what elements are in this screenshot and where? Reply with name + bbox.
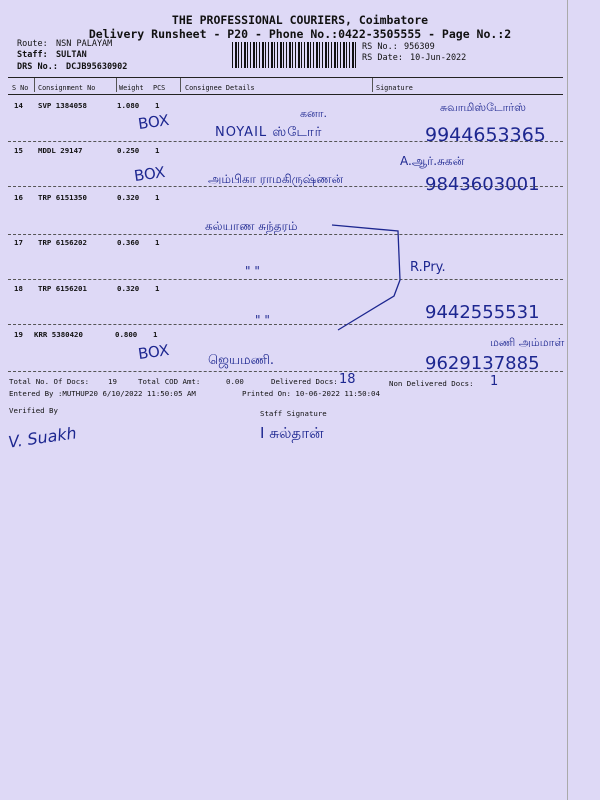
staff-label: Staff: xyxy=(17,50,48,60)
handwritten-signature: R.Pry. xyxy=(410,260,446,275)
staff-signature-label: Staff Signature xyxy=(260,409,327,418)
drs-label: DRS No.: xyxy=(17,62,58,72)
delivered-count: 18 xyxy=(339,372,356,387)
handwritten-phone: 9843603001 xyxy=(425,174,540,195)
total-docs-label: Total No. Of Docs: xyxy=(9,377,90,386)
row-weight: 0.250 xyxy=(117,146,140,155)
row-pcs: 1 xyxy=(155,101,160,110)
row-pcs: 1 xyxy=(155,193,160,202)
rs-date-value: 10-Jun-2022 xyxy=(410,53,467,63)
col-sno: S No xyxy=(12,84,29,92)
non-delivered-docs-label: Non Delivered Docs: xyxy=(389,379,474,388)
row-pcs: 1 xyxy=(153,330,158,339)
row-weight: 0.800 xyxy=(115,330,138,339)
column-divider xyxy=(372,78,373,92)
row-weight: 0.360 xyxy=(117,238,140,247)
row-weight: 0.320 xyxy=(117,193,140,202)
staff-value: SULTAN xyxy=(56,50,87,60)
total-cod-label: Total COD Amt: xyxy=(138,377,201,386)
route-label: Route: xyxy=(17,39,48,49)
col-pcs: PCS xyxy=(153,84,166,92)
handwritten-signature: A.ஆர்.சுகன் xyxy=(400,154,465,168)
handwritten-consignee: அம்பிகா ராமகிருஷ்ணன் xyxy=(208,172,344,186)
header-rule-top xyxy=(8,77,563,78)
column-divider xyxy=(116,78,117,92)
row-pcs: 1 xyxy=(155,238,160,247)
col-signature: Signature xyxy=(376,84,413,92)
handwritten-ditto: " " xyxy=(245,264,260,278)
handwritten-consignee: கல்யாண சுந்தரம் xyxy=(205,219,298,233)
row-divider xyxy=(8,279,563,280)
row-divider xyxy=(8,324,563,325)
handwritten-signature: சுவாமிஸ்டோர்ஸ் xyxy=(440,101,526,114)
row-consignment: TRP 6151350 xyxy=(38,193,87,202)
handwritten-phone: 9944653365 xyxy=(425,124,546,146)
handwritten-box-note: BOX xyxy=(136,110,171,134)
rs-no-value: 956309 xyxy=(404,42,435,52)
row-sno: 14 xyxy=(14,101,23,110)
verified-signature: V. Suakh xyxy=(7,423,78,452)
printed-on: Printed On: 10-06-2022 11:50:04 xyxy=(242,389,380,398)
entered-by: Entered By :MUTHUP20 6/10/2022 11:50:05 AM xyxy=(9,389,196,398)
row-weight: 0.320 xyxy=(117,284,140,293)
staff-handwritten-signature: I சுல்தான் xyxy=(260,424,324,442)
col-consignment: Consignment No xyxy=(38,84,96,92)
col-weight: Weight xyxy=(119,84,144,92)
row-consignment: TRP 6156201 xyxy=(38,284,87,293)
page-edge xyxy=(567,0,568,800)
handwritten-consignee: ஜெயமணி. xyxy=(208,353,275,368)
row-sno: 16 xyxy=(14,193,23,202)
runsheet-subtitle: Delivery Runsheet - P20 - Phone No.:0422-3505555 - Page No.:2 xyxy=(88,27,512,41)
row-sno: 19 xyxy=(14,330,23,339)
row-pcs: 1 xyxy=(155,284,160,293)
delivered-docs-label: Delivered Docs: xyxy=(271,377,338,386)
rs-date-label: RS Date: xyxy=(362,53,403,63)
company-title: THE PROFESSIONAL COURIERS, Coimbatore xyxy=(171,13,429,27)
handwritten-box-note: BOX xyxy=(132,162,167,186)
barcode xyxy=(232,42,357,68)
row-consignment: KRR 5380420 xyxy=(34,330,83,339)
row-weight: 1.080 xyxy=(117,101,140,110)
row-pcs: 1 xyxy=(155,146,160,155)
handwritten-note: கனா. xyxy=(300,107,327,120)
handwritten-signature: மணி அம்மாள் xyxy=(490,336,565,349)
handwritten-bracket xyxy=(330,222,410,334)
handwritten-phone: 9629137885 xyxy=(425,353,540,374)
route-value: NSN PALAYAM xyxy=(56,39,113,49)
rs-no-label: RS No.: xyxy=(362,42,398,52)
handwritten-consignee: NOYAIL ஸ்டோர் xyxy=(215,125,323,140)
total-cod-value: 0.00 xyxy=(226,377,244,386)
row-sno: 17 xyxy=(14,238,23,247)
handwritten-ditto: " " xyxy=(255,313,270,327)
col-consignee: Consignee Details xyxy=(185,84,255,92)
total-docs-value: 19 xyxy=(108,377,117,386)
header-rule-bottom xyxy=(8,94,563,95)
row-sno: 15 xyxy=(14,146,23,155)
drs-value: DCJB95630902 xyxy=(66,62,128,72)
non-delivered-count: 1 xyxy=(490,374,499,389)
handwritten-phone: 9442555531 xyxy=(425,302,540,323)
column-divider xyxy=(180,78,181,92)
row-consignment: TRP 6156202 xyxy=(38,238,87,247)
handwritten-box-note: BOX xyxy=(136,340,171,364)
row-consignment: SVP 1384058 xyxy=(38,101,87,110)
column-divider xyxy=(34,78,35,92)
row-consignment: MDDL 29147 xyxy=(38,146,83,155)
row-sno: 18 xyxy=(14,284,23,293)
verified-by-label: Verified By xyxy=(9,406,58,415)
